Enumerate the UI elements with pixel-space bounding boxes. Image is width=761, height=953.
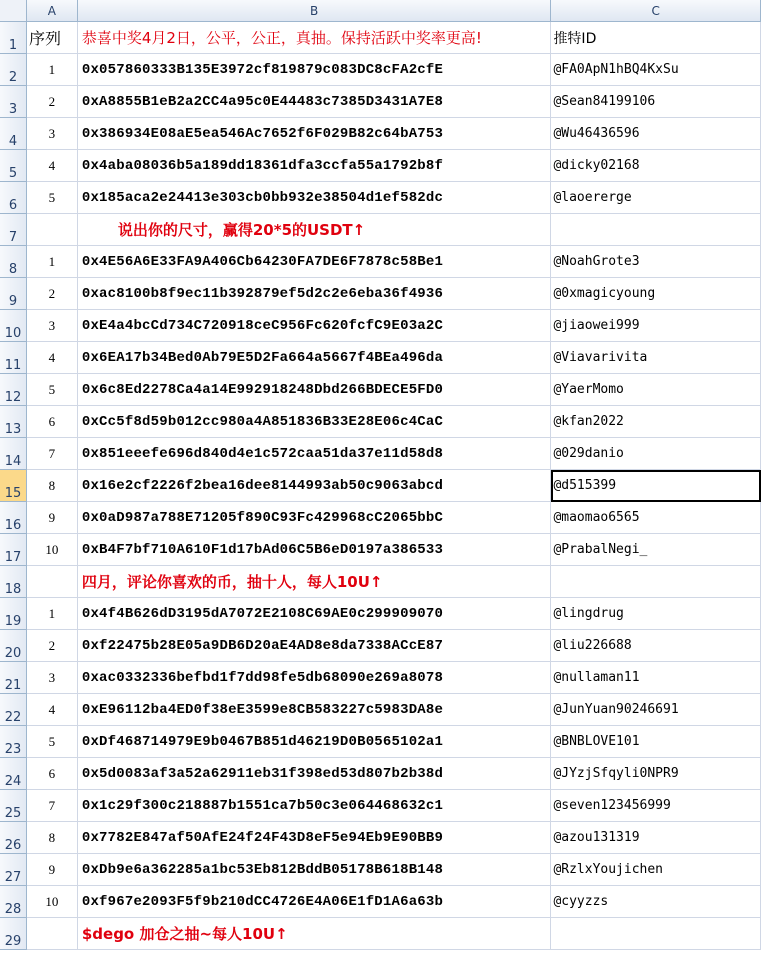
row-header[interactable]: 7 — [0, 214, 26, 246]
wallet-address-cell[interactable]: 0xE4a4bcCd734C720918ceC956Fc620fcfC9E03a2C — [77, 310, 551, 342]
sequence-cell[interactable]: 9 — [26, 854, 77, 886]
table-row — [0, 758, 761, 790]
sequence-cell[interactable]: 4 — [26, 694, 77, 726]
twitter-handle-cell[interactable]: @JYzjSfqyli0NPR9 — [551, 758, 761, 790]
row-header[interactable]: 13 — [0, 406, 26, 438]
wallet-address-cell[interactable]: 0xA8855B1eB2a2CC4a95c0E44483c7385D3431A7E8 — [77, 86, 551, 118]
table-row — [0, 694, 761, 726]
row-header[interactable]: 27 — [0, 854, 26, 886]
column-header-c[interactable]: C — [551, 0, 761, 22]
table-row — [0, 470, 761, 502]
wallet-address-cell[interactable]: 0x1c29f300c218887b1551ca7b50c3e064468632c1 — [77, 790, 551, 822]
sequence-cell[interactable]: 5 — [26, 374, 77, 406]
table-row — [0, 886, 761, 918]
table-row — [0, 822, 761, 854]
twitter-handle-cell[interactable]: @nullaman11 — [551, 662, 761, 694]
sequence-cell[interactable]: 3 — [26, 118, 77, 150]
sequence-cell[interactable]: 4 — [26, 342, 77, 374]
sequence-cell[interactable]: 10 — [26, 886, 77, 918]
table-row — [0, 598, 761, 630]
sequence-cell[interactable]: 1 — [26, 246, 77, 278]
wallet-address-cell[interactable]: 0xCc5f8d59b012cc980a4A851836B33E28E06c4CaC — [77, 406, 551, 438]
sequence-cell[interactable]: 3 — [26, 662, 77, 694]
section-title-cell[interactable]: 四月，评论你喜欢的币，抽十人，每人10U↑ — [77, 566, 551, 598]
sequence-cell[interactable] — [26, 918, 77, 950]
twitter-handle-cell[interactable]: @azou131319 — [551, 822, 761, 854]
row-header[interactable]: 6 — [0, 182, 26, 214]
table-row — [0, 726, 761, 758]
row-header[interactable]: 17 — [0, 534, 26, 566]
sequence-cell[interactable]: 8 — [26, 470, 77, 502]
row-header[interactable]: 2 — [0, 54, 26, 86]
twitter-handle-cell[interactable]: @maomao6565 — [551, 502, 761, 534]
table-row — [0, 438, 761, 470]
row-header[interactable]: 28 — [0, 886, 26, 918]
row-header[interactable]: 25 — [0, 790, 26, 822]
table-row — [0, 278, 761, 310]
wallet-address-cell[interactable]: 0x5d0083af3a52a62911eb31f398ed53d807b2b38d — [77, 758, 551, 790]
sequence-cell[interactable]: 1 — [26, 54, 77, 86]
twitter-handle-cell[interactable]: @liu226688 — [551, 630, 761, 662]
table-row — [0, 630, 761, 662]
column-header-a[interactable]: A — [26, 0, 77, 22]
sequence-cell[interactable]: 1 — [26, 598, 77, 630]
sequence-cell[interactable]: 4 — [26, 150, 77, 182]
row-header[interactable]: 18 — [0, 566, 26, 598]
twitter-handle-cell[interactable]: @kfan2022 — [551, 406, 761, 438]
row-header[interactable]: 29 — [0, 918, 26, 950]
wallet-address-cell[interactable]: 0x057860333B135E3972cf819879c083DC8cFA2cfE — [77, 54, 551, 86]
wallet-address-cell[interactable]: 0x851eeefe696d840d4e1c572caa51da37e11d58d8 — [77, 438, 551, 470]
row-header[interactable]: 4 — [0, 118, 26, 150]
wallet-address-cell[interactable]: 0x7782E847af50AfE24f24F43D8eF5e94Eb9E90BB9 — [77, 822, 551, 854]
wallet-address-cell[interactable]: 0x6c8Ed2278Ca4a14E992918248Dbd266BDECE5FD0 — [77, 374, 551, 406]
sequence-cell[interactable]: 5 — [26, 726, 77, 758]
twitter-handle-cell[interactable] — [551, 214, 761, 246]
row-header[interactable]: 3 — [0, 86, 26, 118]
row-header[interactable]: 5 — [0, 150, 26, 182]
section-title-cell[interactable]: 说出你的尺寸，赢得20*5的USDT↑ — [77, 214, 551, 246]
wallet-address-cell[interactable]: 0xac8100b8f9ec11b392879ef5d2c2e6eba36f4936 — [77, 278, 551, 310]
sequence-cell[interactable]: 3 — [26, 310, 77, 342]
wallet-address-cell[interactable]: 0xf967e2093F5f9b210dCC4726E4A06E1fD1A6a63b — [77, 886, 551, 918]
twitter-handle-cell[interactable]: @YaerMomo — [551, 374, 761, 406]
wallet-address-cell[interactable]: 0x386934E08aE5ea546Ac7652f6F029B82c64bA753 — [77, 118, 551, 150]
row-header[interactable]: 16 — [0, 502, 26, 534]
table-row — [0, 118, 761, 150]
table-row — [0, 182, 761, 214]
sequence-cell[interactable] — [26, 566, 77, 598]
twitter-handle-cell[interactable]: @PrabalNegi_ — [551, 534, 761, 566]
twitter-handle-cell[interactable]: @cyyzzs — [551, 886, 761, 918]
twitter-handle-cell[interactable] — [551, 566, 761, 598]
twitter-handle-cell[interactable]: @FA0ApN1hBQ4KxSu — [551, 54, 761, 86]
row-header[interactable]: 8 — [0, 246, 26, 278]
row-header[interactable]: 14 — [0, 438, 26, 470]
sequence-cell[interactable] — [26, 214, 77, 246]
section-row — [0, 214, 761, 246]
table-row — [0, 54, 761, 86]
twitter-handle-cell[interactable]: @Viavarivita — [551, 342, 761, 374]
wallet-address-cell[interactable]: 0x0aD987a788E71205f890C93Fc429968cC2065bbC — [77, 502, 551, 534]
table-row — [0, 150, 761, 182]
row-header[interactable]: 20 — [0, 630, 26, 662]
twitter-handle-cell[interactable]: @laoererge — [551, 182, 761, 214]
twitter-handle-cell[interactable]: @JunYuan90246691 — [551, 694, 761, 726]
wallet-address-cell[interactable]: 0xB4F7bf710A610F1d17bAd06C5B6eD0197a386533 — [77, 534, 551, 566]
row-header[interactable]: 10 — [0, 310, 26, 342]
table-row — [0, 854, 761, 886]
twitter-handle-cell[interactable]: @RzlxYoujichen — [551, 854, 761, 886]
section-row — [0, 566, 761, 598]
sequence-cell[interactable]: 10 — [26, 534, 77, 566]
wallet-address-cell[interactable]: 0x4aba08036b5a189dd18361dfa3ccfa55a1792b8f — [77, 150, 551, 182]
header-row — [0, 22, 761, 54]
table-row — [0, 342, 761, 374]
wallet-address-cell[interactable]: 0xac0332336befbd1f7dd98fe5db68090e269a8078 — [77, 662, 551, 694]
twitter-handle-cell[interactable]: @lingdrug — [551, 598, 761, 630]
sequence-cell[interactable]: 2 — [26, 86, 77, 118]
twitter-handle-cell[interactable]: @Sean84199106 — [551, 86, 761, 118]
row-header[interactable]: 11 — [0, 342, 26, 374]
table-row — [0, 790, 761, 822]
row-header[interactable]: 23 — [0, 726, 26, 758]
table-row — [0, 406, 761, 438]
twitter-handle-cell[interactable]: @029danio — [551, 438, 761, 470]
row-header[interactable]: 1 — [0, 22, 26, 54]
sequence-cell[interactable]: 6 — [26, 758, 77, 790]
sequence-cell[interactable]: 5 — [26, 182, 77, 214]
section-title-cell[interactable]: $dego 加仓之抽~每人10U↑ — [77, 918, 551, 950]
twitter-handle-cell[interactable]: @dicky02168 — [551, 150, 761, 182]
table-row — [0, 310, 761, 342]
table-row — [0, 374, 761, 406]
wallet-address-cell[interactable]: 0x4f4B626dD3195dA7072E2108C69AE0c299909070 — [77, 598, 551, 630]
twitter-handle-cell[interactable]: @NoahGrote3 — [551, 246, 761, 278]
row-header[interactable]: 24 — [0, 758, 26, 790]
table-row — [0, 502, 761, 534]
row-header[interactable]: 22 — [0, 694, 26, 726]
twitter-handle-cell[interactable]: @jiaowei999 — [551, 310, 761, 342]
row-header[interactable]: 21 — [0, 662, 26, 694]
sequence-cell[interactable]: 8 — [26, 822, 77, 854]
row-header[interactable]: 12 — [0, 374, 26, 406]
sequence-cell[interactable]: 2 — [26, 278, 77, 310]
section-row — [0, 918, 761, 950]
sequence-cell[interactable]: 7 — [26, 438, 77, 470]
twitter-handle-cell[interactable]: @0xmagicyoung — [551, 278, 761, 310]
row-header[interactable]: 19 — [0, 598, 26, 630]
sequence-cell[interactable]: 7 — [26, 790, 77, 822]
twitter-id-header-cell[interactable]: 推特ID — [551, 22, 761, 54]
twitter-handle-cell[interactable]: @Wu46436596 — [551, 118, 761, 150]
wallet-address-cell[interactable]: 0xf22475b28E05a9DB6D20aE4AD8e8da7338ACcE87 — [77, 630, 551, 662]
table-row — [0, 86, 761, 118]
wallet-address-cell[interactable]: 0x185aca2e24413e303cb0bb932e38504d1ef582dc — [77, 182, 551, 214]
wallet-address-cell[interactable]: 0x4E56A6E33FA9A406Cb64230FA7DE6F7878c58Be1 — [77, 246, 551, 278]
sequence-cell[interactable]: 9 — [26, 502, 77, 534]
row-header[interactable]: 26 — [0, 822, 26, 854]
wallet-address-cell[interactable]: 0x6EA17b34Bed0Ab79E5D2Fa664a5667f4BEa496da — [77, 342, 551, 374]
twitter-handle-cell[interactable] — [551, 918, 761, 950]
row-header[interactable]: 15 — [0, 470, 26, 502]
table-row — [0, 534, 761, 566]
title-cell[interactable]: 恭喜中奖4月2日，公平，公正，真抽。保持活跃中奖率更高! — [77, 22, 551, 54]
sequence-cell[interactable]: 2 — [26, 630, 77, 662]
select-all-corner[interactable] — [0, 0, 26, 22]
wallet-address-cell[interactable]: 0xDf468714979E9b0467B851d46219D0B0565102a1 — [77, 726, 551, 758]
table-row — [0, 246, 761, 278]
sequence-cell[interactable]: 6 — [26, 406, 77, 438]
twitter-handle-cell[interactable]: @d515399 — [551, 470, 761, 502]
column-header-b[interactable]: B — [77, 0, 551, 22]
sequence-header-cell[interactable]: 序列 — [26, 22, 77, 54]
twitter-handle-cell[interactable]: @BNBLOVE101 — [551, 726, 761, 758]
table-row — [0, 662, 761, 694]
row-header[interactable]: 9 — [0, 278, 26, 310]
wallet-address-cell[interactable]: 0xDb9e6a362285a1bc53Eb812BddB05178B618B148 — [77, 854, 551, 886]
wallet-address-cell[interactable]: 0x16e2cf2226f2bea16dee8144993ab50c9063abcd — [77, 470, 551, 502]
twitter-handle-cell[interactable]: @seven123456999 — [551, 790, 761, 822]
wallet-address-cell[interactable]: 0xE96112ba4ED0f38eE3599e8CB583227c5983DA8e — [77, 694, 551, 726]
